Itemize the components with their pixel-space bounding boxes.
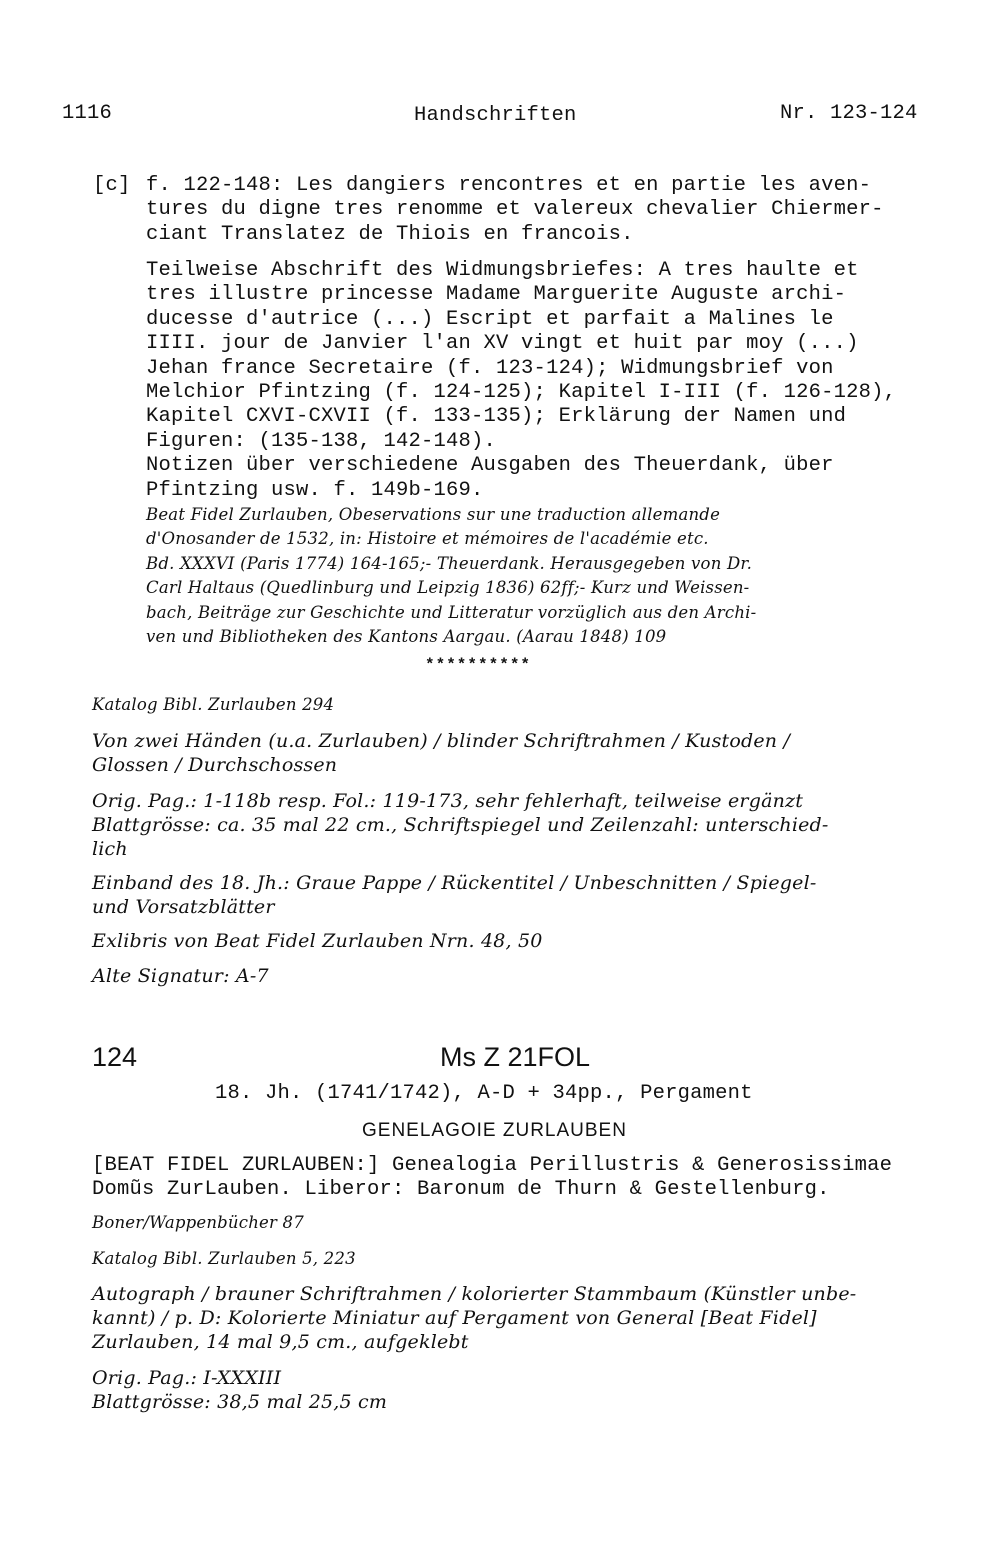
text-line: lich bbox=[92, 838, 128, 860]
text-line: Beat Fidel Zurlauben, Obeservations sur une traduction allemande bbox=[146, 505, 721, 524]
katalog-reference-124: Katalog Bibl. Zurlauben 5, 223 bbox=[92, 1249, 356, 1268]
exlibris: Exlibris von Beat Fidel Zurlauben Nrn. 48, 50 bbox=[92, 930, 543, 952]
text-line: Kapitel CXVI-CXVII (f. 133-135); Erklärung der Namen und bbox=[146, 405, 847, 429]
text-line: Notizen über verschiedene Ausgaben des Theuerdank, über bbox=[146, 454, 834, 478]
section-c-text bbox=[146, 174, 884, 247]
autograph-description bbox=[92, 1282, 856, 1354]
text-line: bach, Beiträge zur Geschichte und Litteratur vorzüglich aus den Archi- bbox=[146, 602, 757, 622]
old-signature: Alte Signatur: A-7 bbox=[92, 965, 269, 987]
entry-number: 124 bbox=[92, 1042, 138, 1072]
text-line: Zurlauben, 14 mal 9,5 cm., aufgeklebt bbox=[92, 1331, 469, 1353]
text-line: Von zwei Händen (u.a. Zurlauben) / blinder Schriftrahmen / Kustoden / bbox=[92, 730, 791, 752]
hands-description bbox=[92, 729, 790, 777]
text-line: Orig. Pag.: I-XXXIII bbox=[92, 1367, 282, 1389]
text-line: Blattgrösse: 38,5 mal 25,5 cm bbox=[92, 1391, 388, 1413]
text-line: Bd. XXXVI (Paris 1774) 164-165;- Theuerdank. Herausgegeben von Dr. bbox=[146, 553, 753, 573]
section-marker-c: [c] bbox=[93, 174, 131, 197]
text-line: tres illustre princesse Madame Marguerite Auguste archi- bbox=[146, 283, 847, 307]
text-line: Carl Haltaus (Quedlinburg und Leipzig 1836) 62ff;- Kurz und Weissen- bbox=[146, 578, 750, 598]
text-line: ducesse d'autrice (...) Escript et parfait a Malines le bbox=[146, 307, 834, 331]
katalog-reference: Katalog Bibl. Zurlauben 294 bbox=[92, 695, 335, 714]
separator: ********** bbox=[425, 656, 532, 674]
manuscript-description bbox=[92, 1154, 892, 1203]
literature-block bbox=[146, 503, 756, 649]
text-line: IIII. jour de Janvier l'an XV vingt et huit par moy (...) bbox=[146, 332, 859, 356]
text-line: Blattgrösse: ca. 35 mal 22 cm., Schriftspiegel und Zeilenzahl: unterschied- bbox=[92, 814, 829, 836]
text-line: [BEAT FIDEL ZURLAUBEN:] Genealogia Perillustris & Generosissimae bbox=[92, 1154, 893, 1177]
text-line: Autograph / brauner Schriftrahmen / kolorierter Stammbaum (Künstler unbe- bbox=[92, 1283, 857, 1305]
text-line: und Vorsatzblätter bbox=[92, 896, 275, 918]
text-line: Einband des 18. Jh.: Graue Pappe / Rückentitel / Unbeschnitten / Spiegel- bbox=[92, 872, 817, 894]
date-line: 18. Jh. (1741/1742), A-D + 34pp., Pergament bbox=[215, 1082, 753, 1105]
text-line: kannt) / p. D: Kolorierte Miniatur auf Pergament von General [Beat Fidel] bbox=[92, 1307, 817, 1329]
shelfmark: Ms Z 21FOL bbox=[440, 1042, 591, 1072]
page-number: 1116 bbox=[62, 102, 113, 125]
text-line: tures du digne tres renomme et valereux chevalier Chiermer- bbox=[146, 198, 884, 222]
running-title: Handschriften bbox=[414, 104, 577, 127]
text-line: Glossen / Durchschossen bbox=[92, 754, 338, 776]
text-line: f. 122-148: Les dangiers rencontres et en partie les aven- bbox=[146, 174, 872, 197]
text-line: ven und Bibliotheken des Kantons Aargau. (Aarau 1848) 109 bbox=[146, 627, 667, 647]
text-line: Melchior Pfintzing (f. 124-125); Kapitel I-III (f. 126-128), bbox=[146, 381, 897, 405]
abschrift-paragraph bbox=[146, 259, 896, 503]
text-line: ciant Translatez de Thiois en francois. bbox=[146, 222, 634, 246]
pagination-description bbox=[92, 789, 829, 861]
text-line: d'Onosander de 1532, in: Histoire et mémoires de l'académie etc. bbox=[146, 529, 709, 549]
text-line: Orig. Pag.: 1-118b resp. Fol.: 119-173, sehr fehlerhaft, teilweise ergänzt bbox=[92, 790, 804, 812]
manuscript-title: GENELAGOIE ZURLAUBEN bbox=[362, 1120, 627, 1141]
text-line: Pfintzing usw. f. 149b-169. bbox=[146, 478, 484, 502]
text-line: Figuren: (135-138, 142-148). bbox=[146, 429, 497, 453]
pagination-description-124 bbox=[92, 1366, 387, 1414]
entry-range: Nr. 123-124 bbox=[780, 102, 918, 125]
einband-description bbox=[92, 871, 816, 919]
boner-reference: Boner/Wappenbücher 87 bbox=[92, 1213, 304, 1232]
text-line: Teilweise Abschrift des Widmungsbriefes: A tres haulte et bbox=[146, 259, 859, 282]
text-line: Jehan france Secretaire (f. 123-124); Widmungsbrief von bbox=[146, 356, 834, 380]
text-line: Domũs ZurLauben. Liberor: Baronum de Thurn & Gestellenburg. bbox=[92, 1178, 830, 1202]
